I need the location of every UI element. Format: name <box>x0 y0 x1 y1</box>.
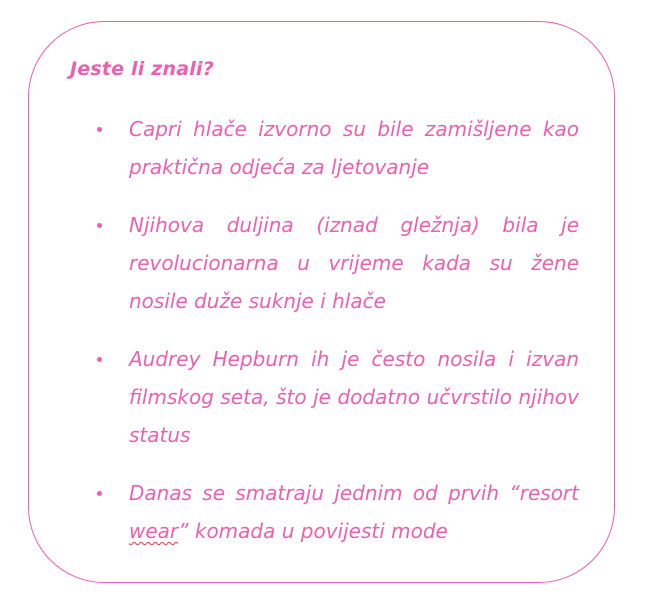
facts-list <box>97 110 579 550</box>
fact-text-after: ” komada u povijesti mode <box>178 519 448 543</box>
fact-text: Njihova duljina (iznad gležnja) bila je revolucionarna u vrijeme kada su žene nosile duže suknje i hlače <box>129 213 579 313</box>
bullet-icon <box>97 491 102 496</box>
fact-text <box>129 481 579 543</box>
list-item <box>97 206 579 320</box>
callout-heading: Jeste li znali? <box>70 58 214 80</box>
bullet-icon <box>97 223 102 228</box>
list-item <box>97 110 579 186</box>
list-item <box>97 474 579 550</box>
fact-text: Capri hlače izvorno su bile zamišljene kao praktična odjeća za ljetovanje <box>129 117 579 179</box>
list-item <box>97 340 579 454</box>
fact-text-before: Danas se smatraju jednim od prvih “resort <box>129 481 579 505</box>
bullet-icon <box>97 357 102 362</box>
bullet-icon <box>97 127 102 132</box>
fact-text: Audrey Hepburn ih je često nosila i izvan filmskog seta, što je dodatno učvrstilo njihov status <box>129 347 579 447</box>
spellcheck-flagged-word[interactable]: wear <box>129 519 179 543</box>
